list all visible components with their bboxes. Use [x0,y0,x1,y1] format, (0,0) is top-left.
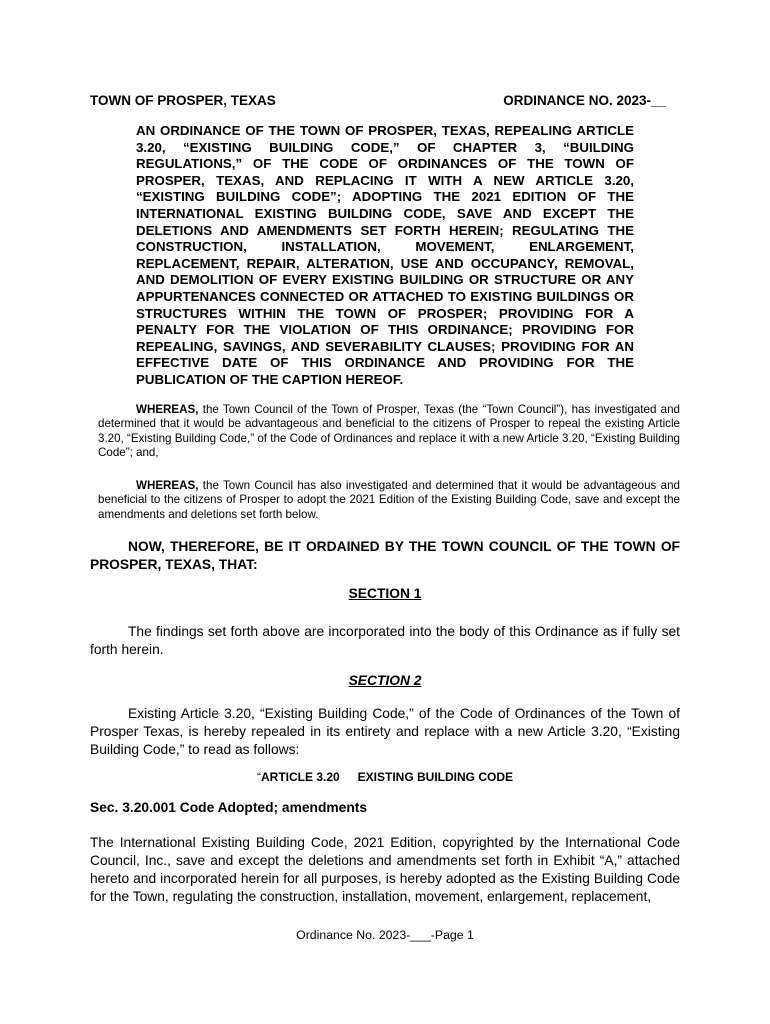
article-number: ARTICLE 3.20 [260,770,340,784]
section-1-paragraph [90,623,680,659]
ordinance-number: ORDINANCE NO. 2023-__ [503,93,666,108]
whereas-clause-1 [98,403,680,461]
whereas-clause-2 [98,479,680,522]
town-header: TOWN OF PROSPER, TEXAS [90,93,276,108]
enacting-text: NOW, THEREFORE, BE IT ORDAINED BY THE TOWN COUNCIL OF THE TOWN OF PROSPER, TEXAS, THAT: [90,539,680,572]
article-heading [0,770,770,784]
section-1-heading: SECTION 1 [348,586,422,601]
subsection-paragraph: The International Existing Building Code, 2021 Edition, copyrighted by the International Code Council, Inc., save and except the deletions and amendments set forth in Exhibit “A,” attached hereto and incorporated herein for all purposes, is hereby adopted as the Existing Building Code for the Town, regulating the construction, installation, movement, enlargement, replacement, [90,835,680,904]
article-title: EXISTING BUILDING CODE [357,770,514,784]
whereas-text: the Town Council has also investigated and determined that it would be advantageous and beneficial to the citizens of Prosper to adopt the 2021 Edition of the Existing Building Code, save and except the amendments and deletions set forth below. [98,479,680,521]
section-1-text: The findings set forth above are incorporated into the body of this Ordinance as if fully set forth herein. [90,624,680,657]
whereas-lead: WHEREAS, [136,403,199,416]
section-2-paragraph [90,705,680,759]
subsection-heading: Sec. 3.20.001 Code Adopted; amendments [90,800,368,815]
section-2-text: Existing Article 3.20, “Existing Building Code,” of the Code of Ordinances of the Town of Prosper Texas, is hereby repealed in its entirety and replace with a new Article 3.20, “Existing Building Code,” to read as follows: [90,706,680,757]
enacting-clause [90,538,680,574]
whereas-lead: WHEREAS, [136,479,199,492]
whereas-text: the Town Council of the Town of Prosper, Texas (the “Town Council”), has investigated and determined that it would be advantageous and beneficial to the citizens of Prosper to repeal the existing Article 3.20, “Existing Building Code,” of the Code of Ordinances and replace it with a new Article 3.20, “Existing Building Code”; and, [98,403,680,460]
article-quote: “ [256,770,261,784]
section-2-heading: SECTION 2 [348,673,422,688]
ordinance-caption: AN ORDINANCE OF THE TOWN OF PROSPER, TEXAS, REPEALING ARTICLE 3.20, “EXISTING BUILDING CODE,” OF CHAPTER 3, “BUILDING REGULATIONS,” OF THE CODE OF ORDINANCES OF THE TOWN OF PROSPER, TEXAS, AND REPLACING IT WITH A NEW ARTICLE 3.20, “EXISTING BUILDING CODE”; ADOPTING THE 2021 EDITION OF THE INTERNATIONAL EXISTING BUILDING CODE, SAVE AND EXCEPT THE DELETIONS AND AMENDMENTS SET FORTH HEREIN; REGULATING THE CONSTRUCTION, INSTALLATION, MOVEMENT, ENLARGEMENT, REPLACEMENT, REPAIR, ALTERATION, USE AND OCCUPANCY, REMOVAL, AND DEMOLITION OF EVERY EXISTING BUILDING OR STRUCTURE OR ANY APPURTENANCES CONNECTED OR ATTACHED TO EXISTING BUILDINGS OR STRUCTURES WITHIN THE TOWN OF PROSPER; PROVIDING FOR A PENALTY FOR THE VIOLATION OF THIS ORDINANCE; PROVIDING FOR REPEALING, SAVINGS, AND SEVERABILITY CLAUSES; PROVIDING FOR AN EFFECTIVE DATE OF THIS ORDINANCE AND PROVIDING FOR THE PUBLICATION OF THE CAPTION HEREOF. [136,123,634,387]
page-footer: Ordinance No. 2023-___-Page 1 [296,928,474,942]
